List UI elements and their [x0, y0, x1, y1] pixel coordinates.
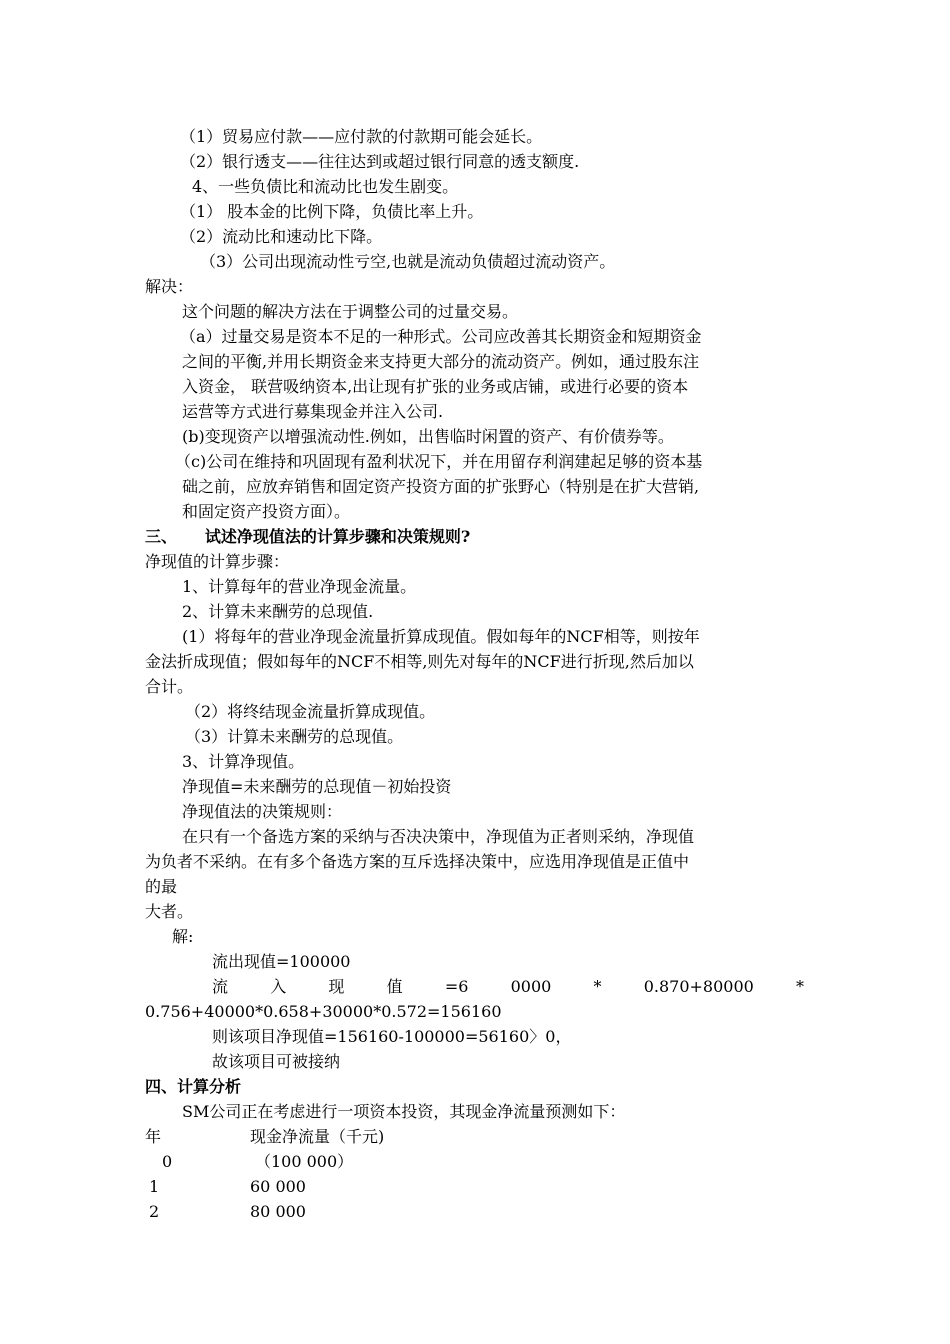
table-header-year: 年	[145, 1127, 162, 1146]
text-line: (b)变现资产以增强流动性.例如，出售临时闲置的资产、有价债券等。	[182, 427, 674, 446]
text-line: 金法折成现值；假如每年的NCF不相等,则先对每年的NCF进行折现,然后加以	[145, 652, 694, 671]
text-line: 在只有一个备选方案的采纳与否决决策中，净现值为正者则采纳，净现值	[182, 827, 695, 846]
text-line: 运营等方式进行募集现金并注入公司.	[182, 402, 444, 421]
text-line: （3）公司出现流动性亏空,也就是流动负债超过流动资产。	[200, 252, 616, 271]
text-line: 2、计算未来酬劳的总现值.	[182, 602, 374, 621]
formula-token: =6	[444, 977, 469, 996]
formula-token: 0.870+80000	[643, 977, 754, 996]
section-heading: 四、计算分析	[145, 1077, 242, 1096]
text-line: 4、一些负债比和流动比也发生剧变。	[192, 177, 459, 196]
text-line: 解决：	[145, 277, 194, 296]
table-cell-year: 2	[149, 1202, 160, 1221]
text-line: 之间的平衡,并用长期资金来支持更大部分的流动资产。例如，通过股东注	[182, 352, 700, 371]
text-line: 础之前，应放弃销售和固定资产投资方面的扩张野心（特别是在扩大营销,	[182, 477, 700, 496]
text-line: （1） 股本金的比例下降，负债比率上升。	[180, 202, 484, 221]
text-line: 大者。	[145, 902, 194, 921]
text-line: （a）过量交易是资本不足的一种形式。公司应改善其长期资金和短期资金	[180, 327, 702, 346]
text-line: （2）将终结现金流量折算成现值。	[185, 702, 436, 721]
formula-token: 现	[328, 977, 345, 996]
text-line: SM公司正在考虑进行一项资本投资，其现金净流量预测如下：	[182, 1102, 626, 1121]
table-cell-cashflow: 80 000	[250, 1202, 306, 1221]
text-line: 则该项目净现值=156160-100000=56160〉0，	[212, 1027, 572, 1046]
text-line: 1、计算每年的营业净现金流量。	[182, 577, 417, 596]
table-cell-year: 0	[162, 1152, 173, 1171]
spread-formula-line	[212, 977, 804, 997]
text-line: 净现值的计算步骤：	[145, 552, 290, 571]
text-line: （2）流动比和速动比下降。	[180, 227, 383, 246]
text-line: 0.756+40000*0.658+30000*0.572=156160	[145, 1002, 502, 1021]
text-line: (1）将每年的营业净现金流量折算成现值。假如每年的NCF相等，则按年	[182, 627, 700, 646]
text-line: （2）银行透支——往往达到或超过银行同意的透支额度.	[180, 152, 580, 171]
formula-token: 入	[270, 977, 287, 996]
text-line: （c)公司在维持和巩固现有盈利状况下，并在用留存利润建起足够的资本基	[175, 452, 703, 471]
text-line: （1）贸易应付款——应付款的付款期可能会延长。	[180, 127, 543, 146]
text-line: 解:	[172, 927, 194, 946]
formula-token: 流	[212, 977, 229, 996]
text-line: （3）计算未来酬劳的总现值。	[185, 727, 404, 746]
text-line: 入资金， 联营吸纳资本,出让现有扩张的业务或店铺，或进行必要的资本	[182, 377, 689, 396]
text-line: 净现值=未来酬劳的总现值－初始投资	[182, 777, 452, 796]
text-line: 和固定资产投资方面）。	[182, 502, 351, 521]
formula-token: 0000	[510, 977, 552, 996]
text-line: 净现值法的决策规则：	[182, 802, 343, 821]
table-cell-year: 1	[149, 1177, 160, 1196]
formula-token: *	[795, 977, 804, 996]
formula-token: 值	[386, 977, 403, 996]
text-line: 合计。	[145, 677, 194, 696]
text-line: 这个问题的解决方法在于调整公司的过量交易。	[182, 302, 519, 321]
section-heading: 三、 试述净现值法的计算步骤和决策规则?	[145, 527, 471, 546]
text-line: 的最	[145, 877, 178, 896]
text-line: 3、计算净现值。	[182, 752, 305, 771]
text-line: 流出现值=100000	[212, 952, 351, 971]
text-line: 故该项目可被接纳	[212, 1052, 341, 1071]
table-header-cashflow: 现金净流量（千元)	[250, 1127, 385, 1146]
table-cell-cashflow: （100 000）	[255, 1152, 354, 1171]
text-line: 为负者不采纳。在有多个备选方案的互斥选择决策中，应选用净现值是正值中	[145, 852, 690, 871]
formula-token: *	[593, 977, 602, 996]
table-cell-cashflow: 60 000	[250, 1177, 306, 1196]
